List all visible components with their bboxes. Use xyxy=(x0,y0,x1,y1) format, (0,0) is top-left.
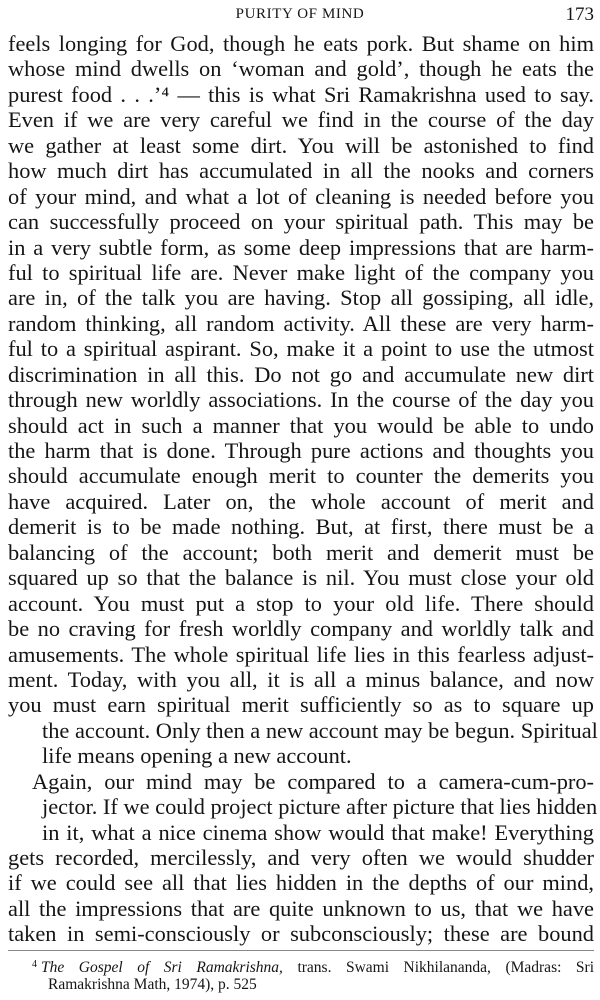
text-line: discrimination in all this. Do not go and accumulate new dirt xyxy=(8,361,594,387)
text-line: are in, of the talk you are having. Stop all gossiping, all idle, xyxy=(8,285,594,311)
text-line: ful to a spiritual aspirant. So, make it a point to use the utmost xyxy=(8,336,594,362)
text-line: gets recorded, mercilessly, and very often we would shudder xyxy=(8,845,594,870)
text-line: we gather at least some dirt. You will be astonished to find xyxy=(8,132,594,158)
running-head: PURITY OF MIND xyxy=(235,6,365,22)
text-line: should accumulate enough merit to counter the demerits you xyxy=(8,463,594,489)
text-line: should act in such a manner that you would be able to undo xyxy=(8,412,594,438)
text-line: have acquired. Later on, the whole account of merit and xyxy=(8,488,594,514)
footnote-mark: 4 xyxy=(32,959,37,970)
text-line: whose mind dwells on ‘woman and gold’, though he eats the xyxy=(8,56,594,82)
text-line: jector. If we could project picture after picture that lies hidden xyxy=(42,794,598,820)
text-line: squared up so that the balance is nil. You must close your old xyxy=(8,565,594,591)
text-line: Even if we are very careful we find in the course of the day xyxy=(8,107,594,133)
text-line: purest food . . .’⁴ — this is what Sri Ramakrishna used to say. xyxy=(8,81,594,107)
text-line: feels longing for God, though he eats pork. But shame on him xyxy=(8,31,594,56)
text-line: the harm that is done. Through pure actions and thoughts you xyxy=(8,438,594,463)
text-line: account. You must put a stop to your old life. There should xyxy=(8,590,594,616)
text-line: of your mind, and what a lot of cleaning is needed before you xyxy=(8,183,594,209)
paragraph-start-line: Again, our mind may be compared to a camera-cum-pro- xyxy=(32,768,594,794)
text-line: demerit is to be made nothing. But, at first, there must be a xyxy=(8,514,594,540)
footnote-line xyxy=(8,955,594,975)
text-line: in a very subtle form, as some deep impressions that are harm- xyxy=(8,234,594,260)
footnote-line: Ramakrishna Math, 1974), p. 525 xyxy=(48,976,257,993)
paragraph-end-line: life means opening a new account. xyxy=(42,743,352,769)
page-header xyxy=(0,4,600,28)
footnote-rule xyxy=(8,950,594,951)
text-line: be no craving for fresh worldly company and worldly talk and xyxy=(8,616,594,642)
body-text xyxy=(8,31,598,947)
text-line: amusements. The whole spiritual life lies in this fearless adjust- xyxy=(8,641,594,667)
text-line: balancing of the account; both merit and demerit must be xyxy=(8,539,594,565)
footnote-text: trans. Swami Nikhilananda, (Madras: Sri xyxy=(297,959,595,976)
page-number: 173 xyxy=(565,4,594,25)
footnote-title: The Gospel of Sri Ramakrishna, xyxy=(41,959,283,976)
text-line: the account. Only then a new account may be begun. Spiritual xyxy=(42,717,598,743)
text-line: all the impressions that are quite unknown to us, that we have xyxy=(8,895,594,921)
text-line: how much dirt has accumulated in all the nooks and corners xyxy=(8,158,594,184)
text-line: ment. Today, with you all, it is all a minus balance, and now xyxy=(8,666,594,692)
text-line: taken in semi-consciously or subconsciously; these are bound xyxy=(8,921,594,947)
text-line: can successfully proceed on your spiritual path. This may be xyxy=(8,209,594,235)
text-line: you must earn spiritual merit sufficiently so as to square up xyxy=(8,692,594,718)
text-line: through new worldly associations. In the course of the day you xyxy=(8,387,594,413)
text-line: in it, what a nice cinema show would that make! Everything xyxy=(42,819,594,845)
text-line: if we could see all that lies hidden in the depths of our mind, xyxy=(8,870,594,896)
text-line: ful to spiritual life are. Never make light of the company you xyxy=(8,259,594,285)
footnotes xyxy=(8,955,594,995)
text-line: random thinking, all random activity. All these are very harm- xyxy=(8,310,594,336)
